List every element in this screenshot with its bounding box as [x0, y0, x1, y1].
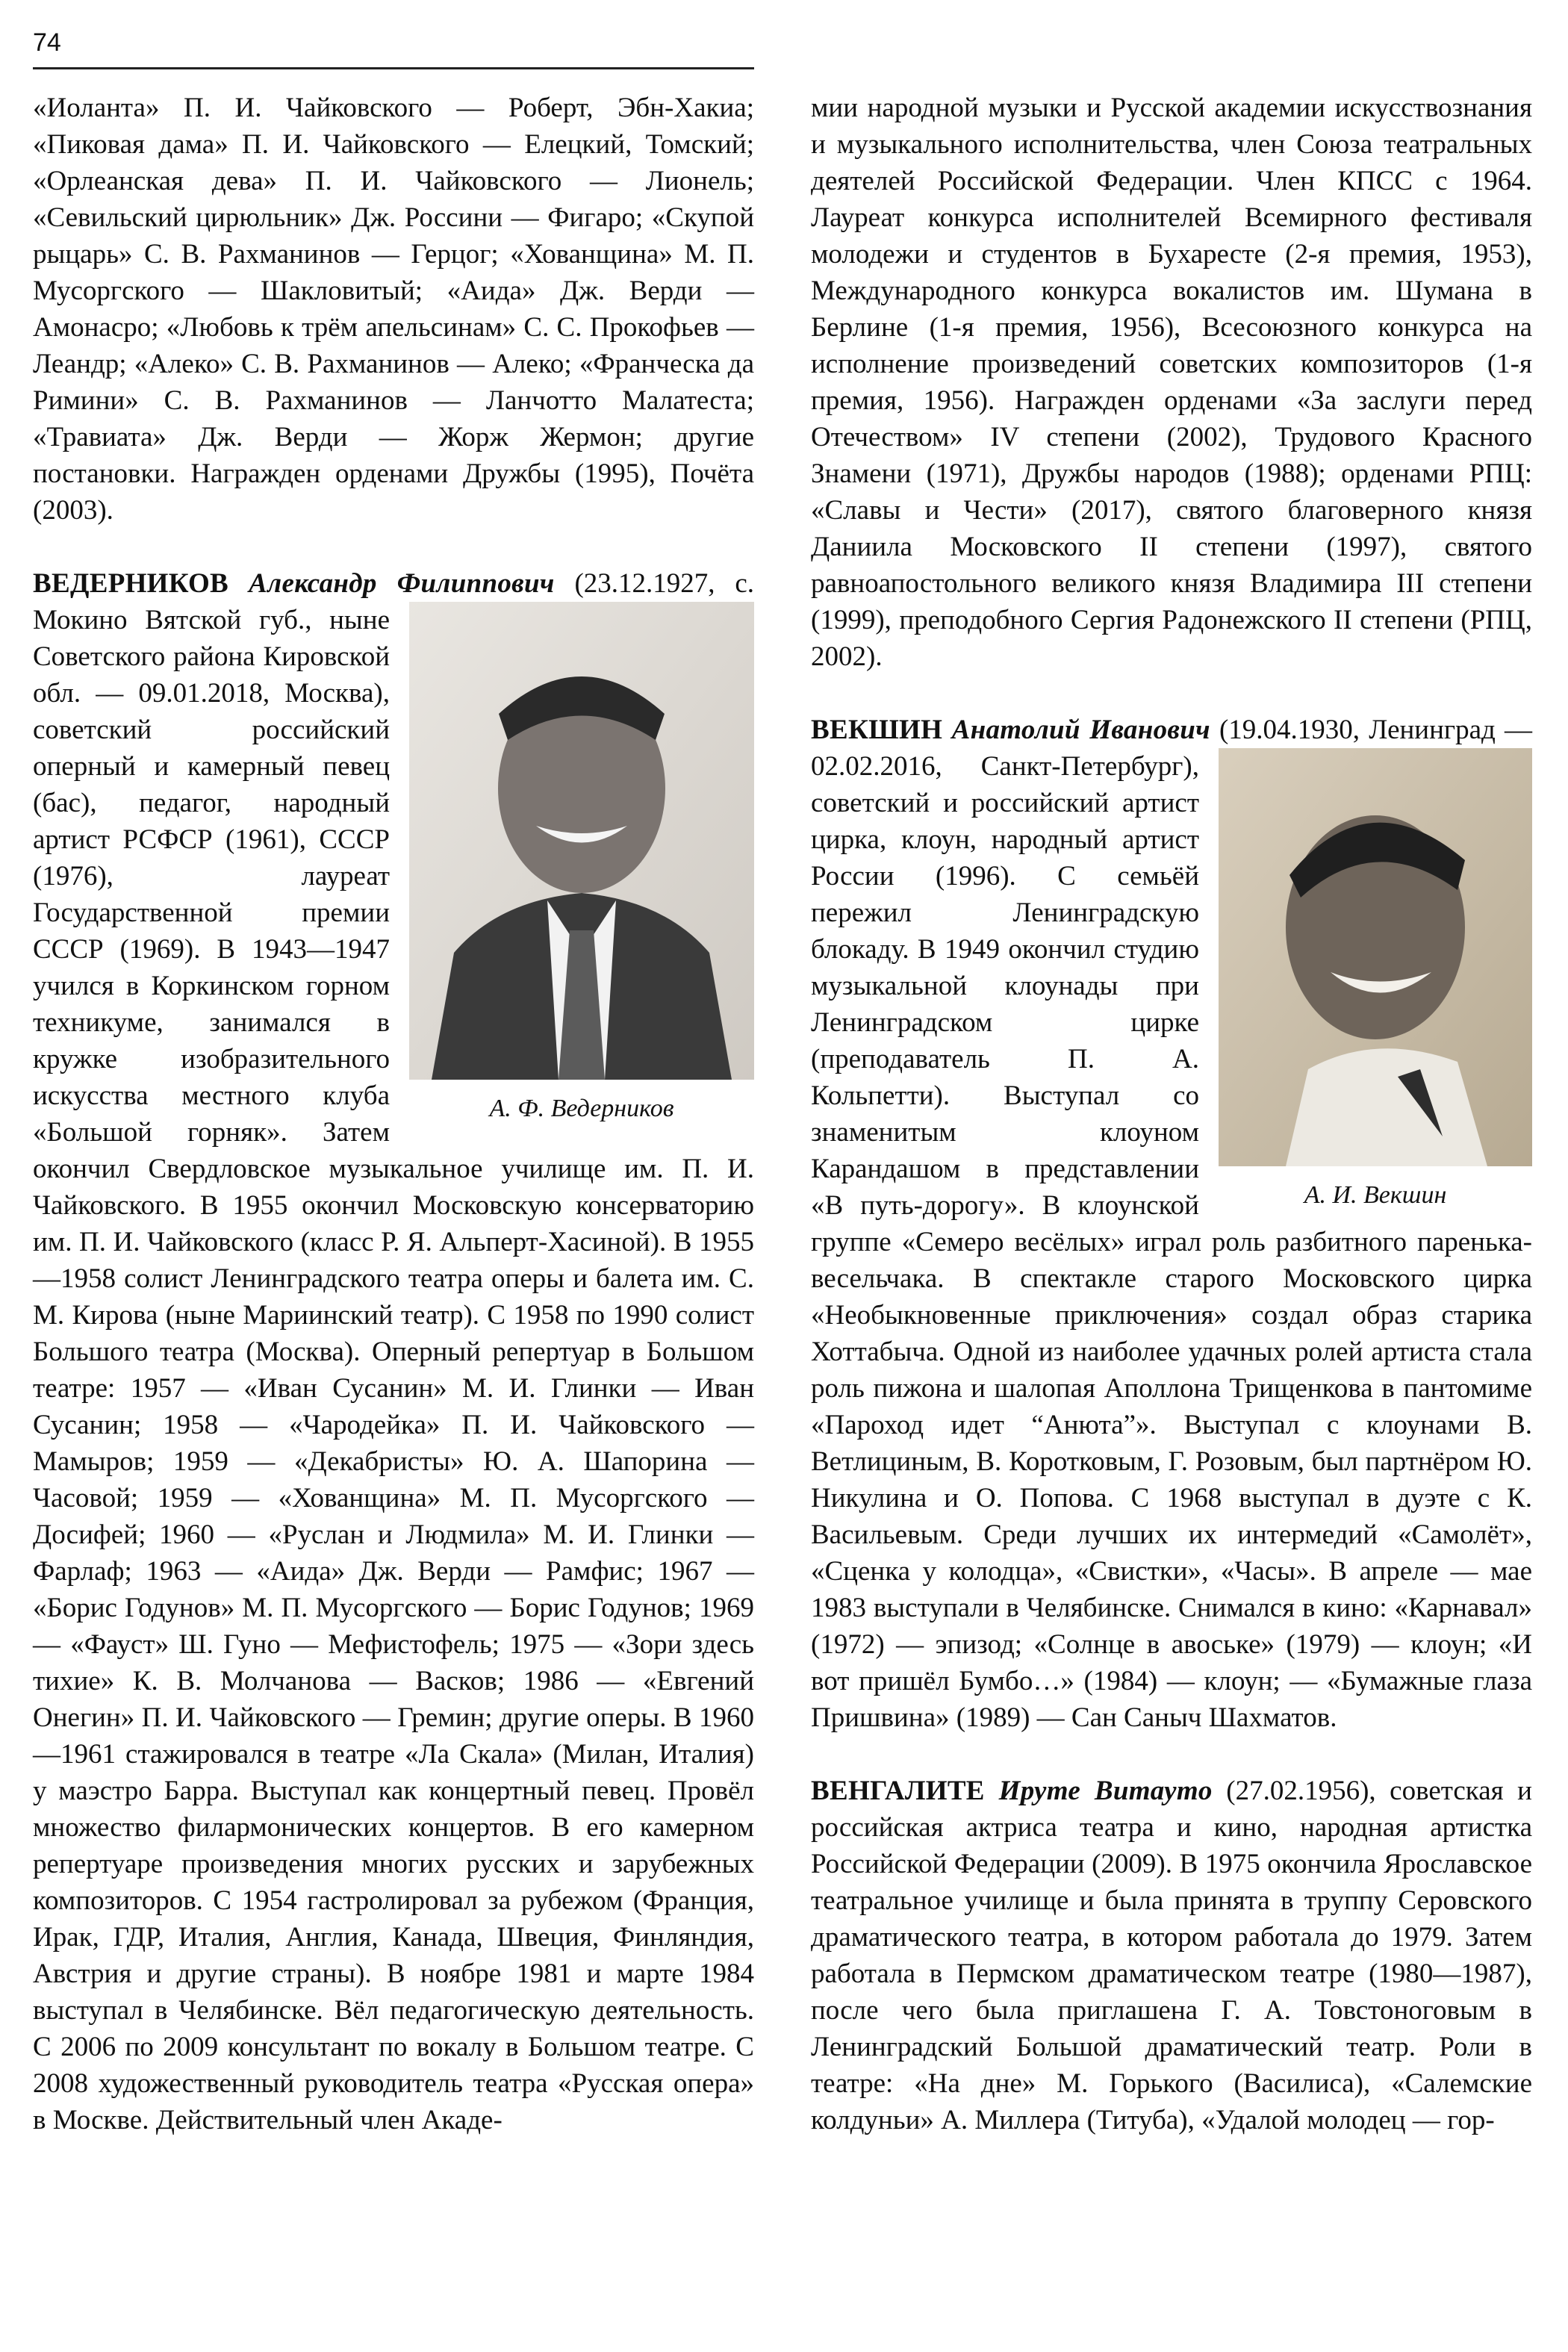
entry-body: (23.12.1927, с. Мокино Вятской губ., ныне Советского района Кировской обл. — 09.01.2018, Москва), советский российский оперный и камерный певец (бас), педагог, народный артист РСФСР (1961), СССР (1976), лауреат Государственной премии СССР (1969). В 1943—1947 учился в Коркинском горном техникуме, занимался в кружке изобразительного искусства местного клуба «Большой горняк». Затем окончил Свердловское музыкальное училище им. П. И. Чайковского. В 1955 окончил Московскую консерваторию им. П. И. Чайковского (класс Р. Я. Альперт-Хасиной). В 1955—1958 солист Ленинградского театра оперы и балета им. С. М. Кирова (ныне Мариинский театр). С 1958 по 1990 солист Большого театра (Москва). Оперный репертуар в Большом театре: 1957 — «Иван Сусанин» М. И. Глинки — Иван Сусанин; 1958 — «Чародейка» П. И. Чайковского — Мамыров; 1959 — «Декабристы» Ю. А. Шапорина — Часовой; 1959 — «Хованщина» М. П. Мусоргского — Досифей; 1960 — «Руслан и Людмила» М. И. Глинки — Фарлаф; 1963 — «Аида» Дж. Верди — Рамфис; 1967 — «Борис Годунов» М. П. Мусоргского — Борис Годунов; 1969 — «Фауст» Ш. Гуно — Мефистофель; 1975 — «Зори здесь тихие» К. В. Молчанова — Васков; 1986 — «Евгений Онегин» П. И. Чайковского — Гремин; другие оперы. В 1960—1961 стажировался в театре «Ла Скала» (Милан, Италия) у маэстро Барра. Выступал как концертный певец. Провёл множество филармонических концертов. В его камерном репертуаре произведения многих русских и зарубежных композиторов. С 1954 гастролировал за рубежом (Франция, Ирак, ГДР, Италия, Англия, Канада, Швеция, Финляндия, Австрия и другие страны). В ноябре 1981 и марте 1984 выступал в Челябинске. Вёл педагогическую деятельность. С 2006 по 2009 консультант по вокалу в Большом театре. С 2008 художественный руководитель театра «Русская опера» в Москве. Действительный член Акаде- — [33, 568, 755, 2135]
entry-vekshin — [811, 712, 1532, 1736]
entry-surname: ВЕДЕРНИКОВ — [33, 568, 229, 599]
page-number: 74 — [33, 28, 61, 57]
entry-gap — [811, 675, 1532, 712]
entry-gap — [33, 529, 754, 565]
entry-heading — [811, 1776, 1213, 1806]
photo-figure-vedernikov — [409, 602, 754, 1126]
entry-vengalite — [811, 1773, 1532, 2138]
right-column — [811, 90, 1532, 2138]
header-rule — [33, 67, 754, 69]
photo-caption: А. И. Векшин — [1304, 1181, 1447, 1209]
continued-text: «Иоланта» П. И. Чайковского — Роберт, Эбн-Хакиа; «Пиковая дама» П. И. Чайковского — Елецкий, Томский; «Орлеанская дева» П. И. Чайковского — Лионель; «Севильский цирюльник» Дж. Россини — Фигаро; «Скупой рыцарь» С. В. Рахманинов — Герцог; «Хованщина» М. П. Мусоргского — Шакловитый; «Аида» Дж. Верди — Амонасро; «Любовь к трём апельсинам» С. С. Прокофьев — Леандр; «Алеко» С. В. Рахманинов — Алеко; «Франческа да Римини» С. В. Рахманинов — Ланчотто Малатеста; «Травиата» Дж. Верди — Жорж Жермон; другие постановки. Награжден орденами Дружбы (1995), Почёта (2003). — [33, 93, 754, 526]
entry-given-names: Александр Филиппович — [249, 568, 555, 599]
entry-body: (27.02.1956), советская и российская актриса театра и кино, народная артистка Российской Федерации (2009). В 1975 окончила Ярославское театральное училище и была принята в труппу Серовского драматического театра, в котором работала до 1979. Затем работала в Пермском драматическом театре (1980—1987), после чего была приглашена Г. А. Товстоноговым в Ленинградский Большой драматический театр. Роли в театре: «На дне» М. Горького (Василиса), «Салемские колдуньи» А. Миллера (Титуба), «Удалой молодец — гор- — [811, 1776, 1532, 2135]
left-column — [33, 90, 754, 2138]
photo-figure-vekshin — [1219, 748, 1532, 1213]
continued-text: мии народной музыки и Русской академии искусствознания и музыкального исполнительства, член Союза театральных деятелей Российской Федерации. Член КПСС с 1964. Лауреат конкурса исполнителей Всемирного фестиваля молодежи и студентов в Бухаресте (2-я премия, 1953), Международного конкурса вокалистов им. Шумана в Берлине (1-я премия, 1956), Всесоюзного конкурса на исполнение произведений советских композиторов (1-я премия, 1956). Награжден орденами «За заслуги перед Отечеством» IV степени (2002), Трудового Красного Знамени (1971), Дружбы народов (1988); орденами РПЦ: «Славы и Чести» (2017), святого благоверного князя Даниила Московского II степени (1997), святого равноапостольного великого князя Владимира III степени (1999), преподобного Сергия Радонежского II степени (РПЦ, 2002). — [811, 93, 1532, 672]
entry-surname: ВЕНГАЛИТЕ — [811, 1776, 985, 1806]
entry-heading — [33, 568, 555, 599]
entry-given-names: Анатолий Иванович — [951, 715, 1210, 745]
entry-surname: ВЕКШИН — [811, 715, 943, 745]
portrait-photo — [409, 602, 754, 1080]
entry-vedernikov — [33, 565, 754, 2138]
entry-heading — [811, 715, 1210, 745]
portrait-photo — [1219, 748, 1532, 1166]
entry-given-names: Ируте Витаутo — [998, 1776, 1213, 1806]
entry-gap — [811, 1736, 1532, 1773]
entry-body: (19.04.1930, Ленинград — 02.02.2016, Санкт-Петербург), советский и российский артист цирка, клоун, народный артист России (1996). С семьёй пережил Ленинградскую блокаду. В 1949 окончил студию музыкальной клоунады при Ленинградском цирке (преподаватель П. А. Кольпетти). Выступал со знаменитым клоуном Карандашом в представлении «В путь-дорогу». В клоунской группе «Семеро весёлых» играл роль разбитного паренька-весельчака. В спектакле старого Московского цирка «Необыкновенные приключения» создал образ старика Хоттабыча. Одной из наиболее удачных ролей артиста стала роль пижона и шалопая Аполлона Трищенкова в пантомиме «Пароход идет “Анюта”». Выступал с клоунами В. Ветлициным, В. Коротковым, Г. Розовым, был партнёром Ю. Никулина и О. Попова. С 1968 выступал в дуэте с К. Васильевым. Среди лучших их интермедий «Самолёт», «Сценка у колодца», «Свистки», «Часы». В апреле — мае 1983 выступали в Челябинске. Снимался в кино: «Карнавал» (1972) — эпизод; «Солнце в авоське» (1979) — клоун; «И вот пришёл Бумбо…» (1984) — клоун; — «Бумажные глаза Пришвина» (1989) — Сан Саныч Шахматов. — [811, 715, 1532, 1733]
photo-caption: А. Ф. Ведерников — [489, 1095, 674, 1122]
